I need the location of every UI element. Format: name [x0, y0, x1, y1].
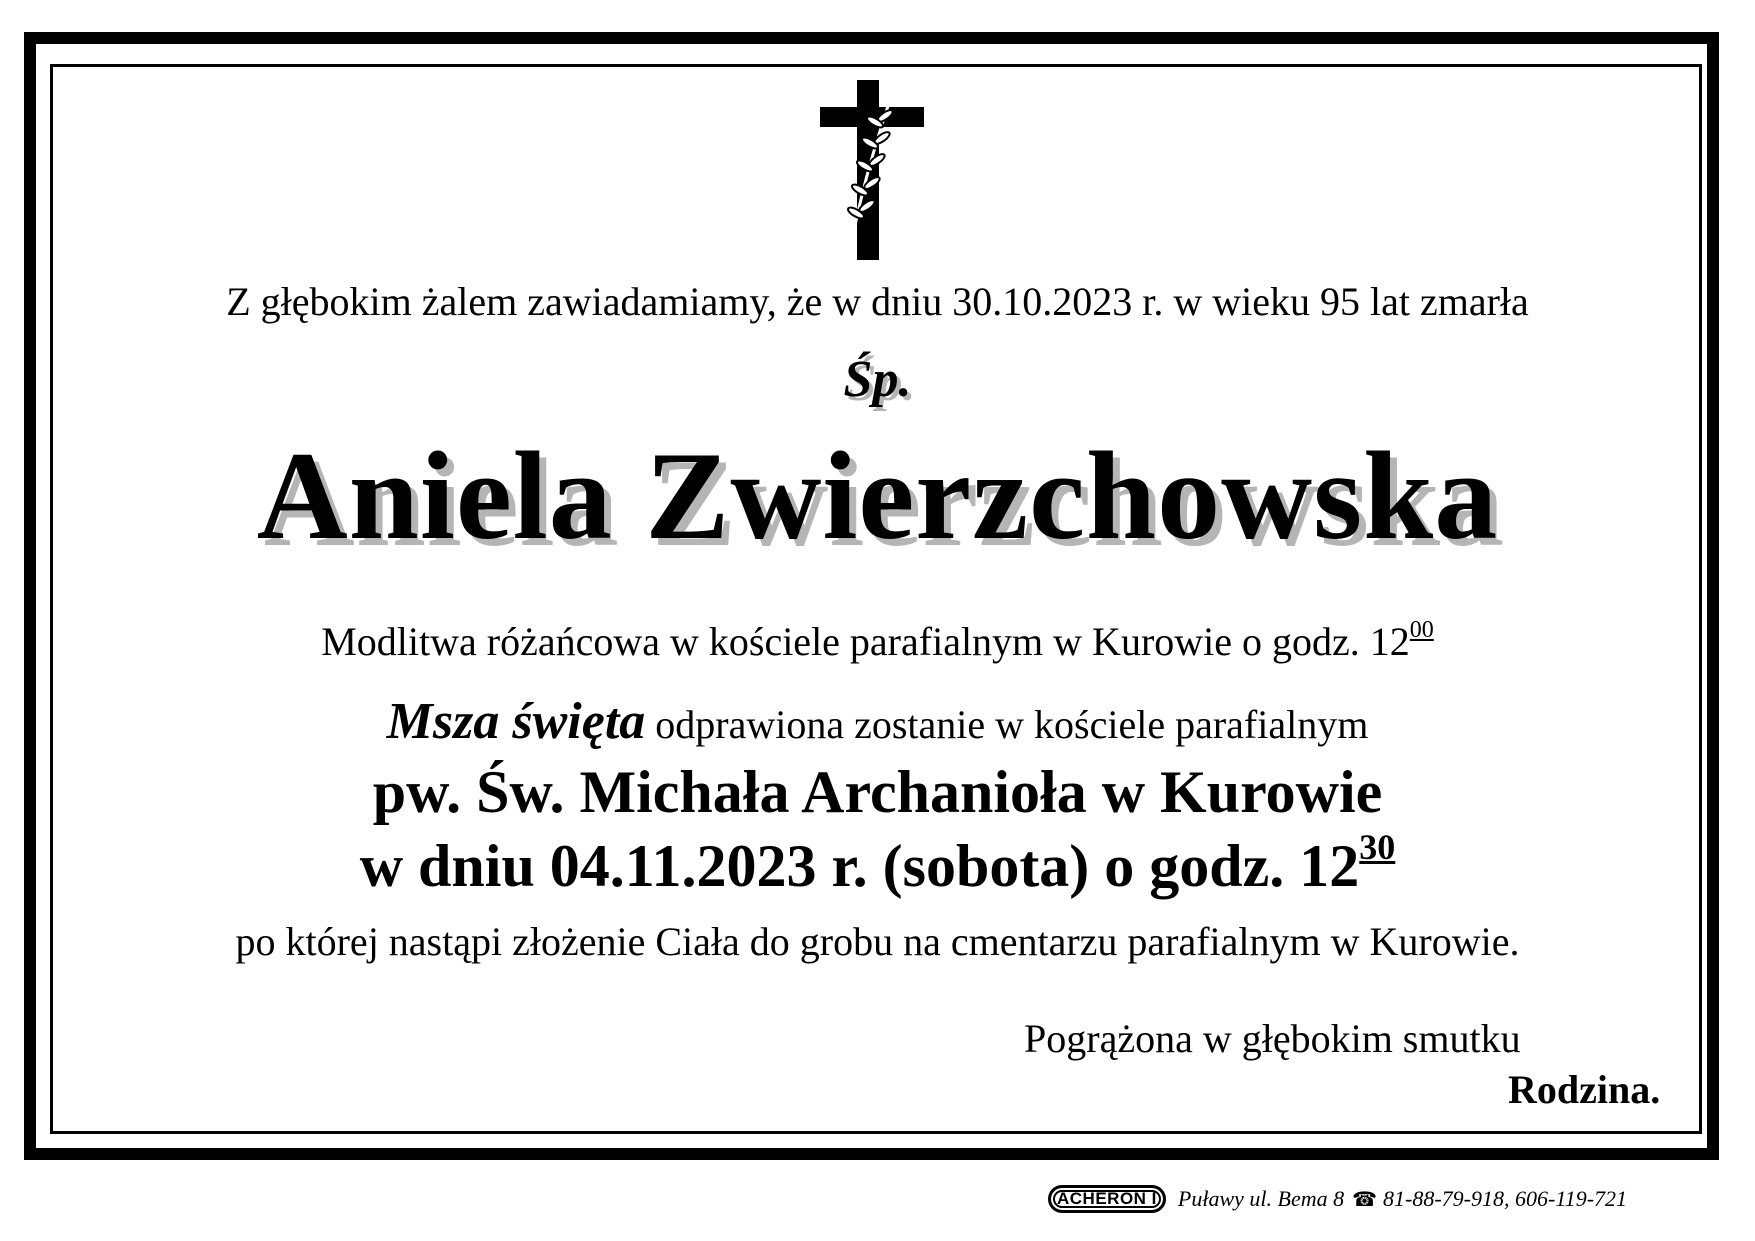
funeral-date-line [0, 827, 1755, 901]
family-signature: Rodzina. [1508, 1067, 1661, 1112]
mass-line [0, 692, 1755, 751]
telephone-icon: ☎ [1352, 1188, 1378, 1211]
acheron-logo: ACHERON I [1048, 1185, 1166, 1213]
rosary-minutes: 00 [1409, 617, 1434, 643]
rosary-line [0, 618, 1755, 665]
funeral-minutes: 30 [1359, 827, 1396, 867]
burial-line: po której nastąpi złożenie Ciała do grobu na cmentarzu parafialnym w Kurowie. [235, 919, 1520, 964]
footer-phones: 81-88-79-918, 606-119-721 [1383, 1186, 1628, 1211]
deceased-name: Aniela Zwierzchowska [256, 427, 1499, 566]
funeral-date-text: w dniu 04.11.2023 r. (sobota) o godz. 12 [359, 833, 1360, 899]
announcement-line: Z głębokim żalem zawiadamiamy, że w dniu 30.10.2023 r. w wieku 95 lat zmarła [226, 279, 1529, 324]
honorific: Śp. [843, 351, 912, 408]
cross-icon [812, 80, 932, 260]
mass-text: odprawiona zostanie w kościele parafialnym [645, 702, 1369, 747]
mourning-line: Pogrążona w głębokim smutku [1024, 1016, 1521, 1061]
footer [1048, 1182, 1627, 1216]
church-name: pw. Św. Michała Archanioła w Kurowie [372, 759, 1383, 825]
footer-address: Puławy ul. Bema 8 [1177, 1186, 1345, 1211]
rosary-text: Modlitwa różańcowa w kościele parafialnym w Kurowie o godz. 12 [321, 619, 1410, 664]
mass-title: Msza święta [386, 693, 646, 750]
